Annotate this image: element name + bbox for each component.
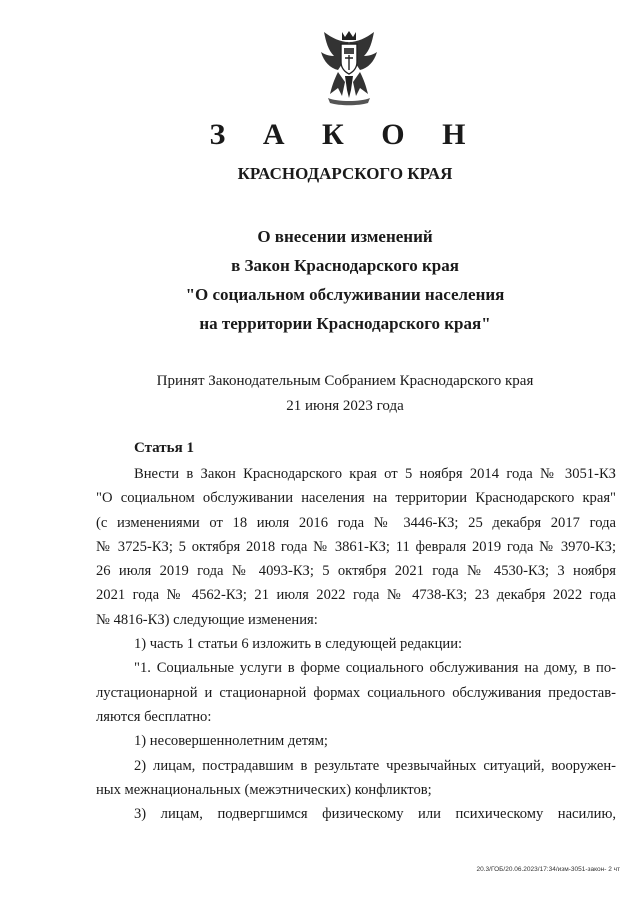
text-line: "1. Социальные услуги в форме социального обслуживания на дому, в по- <box>134 660 616 677</box>
heading-line: в Закон Краснодарского края <box>231 256 459 275</box>
coat-of-arms-icon <box>318 28 380 106</box>
text-line: 3) лицам, подвергшимся физическому или психическому насилию, <box>134 806 616 823</box>
text-line: ных межнациональных (межэтнических) конфликтов; <box>96 781 432 798</box>
heading-line: О внесении изменений <box>257 227 433 246</box>
adoption-note <box>0 369 640 419</box>
text-line: "О социальном обслуживании населения на территории Краснодарского края" <box>96 490 616 507</box>
heading-line: на территории Краснодарского края" <box>199 314 491 333</box>
document-subtitle: КРАСНОДАРСКОГО КРАЯ <box>237 164 453 183</box>
text-line: № 4816-КЗ) следующие изменения: <box>96 611 318 628</box>
text-line: 26 июля 2019 года № 4093-КЗ; 5 октября 2021 года № 4530-КЗ; 3 ноября <box>96 563 616 580</box>
document-title: З А К О Н <box>209 118 481 151</box>
text-line: (с изменениями от 18 июля 2016 года № 3446-КЗ; 25 декабря 2017 года <box>96 514 616 531</box>
article-body <box>96 462 616 826</box>
adoption-line: Принят Законодательным Собранием Краснодарского края <box>156 373 534 389</box>
text-line: лустационарной и стационарной формах социального обслуживания предостав- <box>96 684 616 701</box>
text-line: 2021 года № 4562-КЗ; 21 июля 2022 года № 4738-КЗ; 23 декабря 2022 года <box>96 587 616 604</box>
text-line: Внести в Закон Краснодарского края от 5 ноября 2014 года № 3051-КЗ <box>134 466 616 482</box>
law-heading <box>0 222 640 338</box>
adoption-line: 21 июня 2023 года <box>286 398 404 414</box>
document-footer-code: 20.3/ГОБ/20.06.2023/17:34/изм-3051-закон- 2 чт <box>476 866 620 873</box>
text-line: № 3725-КЗ; 5 октября 2018 года № 3861-КЗ; 11 февраля 2019 года № 3970-КЗ; <box>96 538 616 555</box>
text-line: 2) лицам, пострадавшим в результате чрезвычайных ситуаций, вооружен- <box>134 757 616 774</box>
text-line: 1) несовершеннолетним детям; <box>134 733 328 750</box>
article-title: Статья 1 <box>134 440 194 456</box>
heading-line: "О социальном обслуживании населения <box>185 285 505 304</box>
text-line: ляются бесплатно: <box>96 708 212 725</box>
text-line: 1) часть 1 статьи 6 изложить в следующей редакции: <box>134 636 463 653</box>
